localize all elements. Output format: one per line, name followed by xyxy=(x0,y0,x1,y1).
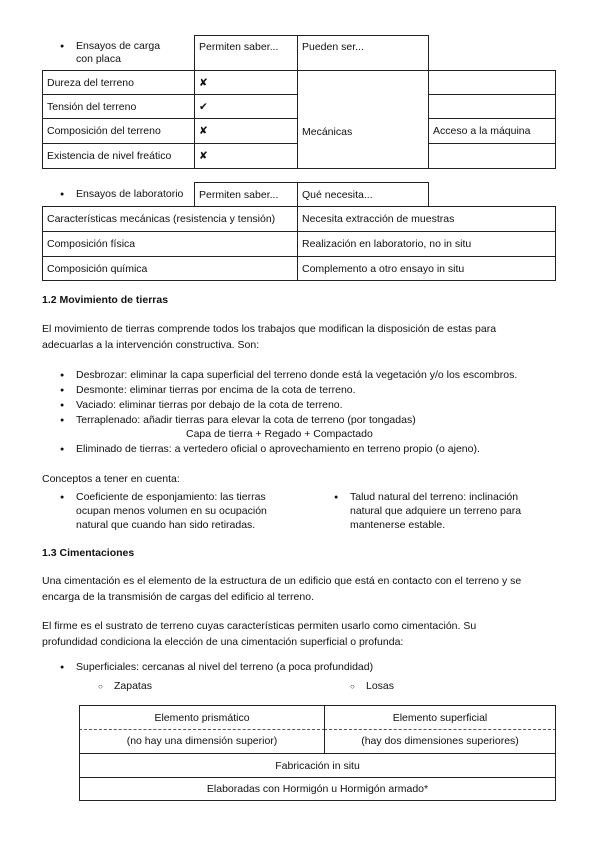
list-item: ● Desmonte: eliminar tierras por encima de la cota de terreno. xyxy=(76,383,356,398)
paragraph-line: encarga de la transmisión de cargas del edificio al terreno. xyxy=(42,591,314,603)
t2-header-necesita: Qué necesita... xyxy=(297,182,429,207)
t2-cell: Necesita extracción de muestras xyxy=(297,206,556,232)
list-item: ● Terraplenado: añadir tierras para elevar la cota de terreno (por tongadas) xyxy=(76,413,416,428)
t1-col4-cell xyxy=(428,70,556,95)
list-item: ● Eliminado de tierras: a vertedero oficial o aprovechamiento en terreno propio (o ajeno). xyxy=(76,442,480,457)
concept-right-line: natural que adquiere un terreno para xyxy=(350,505,522,517)
paragraph-line: adecuarlas a la intervención constructiva. Son: xyxy=(42,339,260,351)
formula-line: Capa de tierra + Regado + Compactado xyxy=(186,428,373,440)
t2-cell: Características mecánicas (resistencia y tensión) xyxy=(42,206,298,232)
t1-row-label: Existencia de nivel freático xyxy=(42,143,195,169)
t1-col4-cell xyxy=(428,94,556,119)
list-item: ● Superficiales: cercanas al nivel del terreno (a poca profundidad) xyxy=(76,660,373,675)
list-item: ● Vaciado: eliminar tierras por debajo de la cota de terreno. xyxy=(76,398,343,413)
sub-item-losas: ○ Losas xyxy=(366,679,394,694)
concept-left-line: ● Coeficiente de esponjamiento: las tierras xyxy=(76,490,266,505)
t3-cell-wide: Elaboradas con Hormigón u Hormigón armado* xyxy=(79,777,556,801)
section-heading: 1.2 Movimiento de tierras xyxy=(42,294,169,306)
paragraph-line: El firme es el sustrato de terreno cuyas características permiten usarlo como cimentación. Su xyxy=(42,620,477,632)
concept-right-line: mantenerse estable. xyxy=(350,519,446,531)
t1-row-label: Dureza del terreno xyxy=(42,70,195,95)
table1-bullet: ● Ensayos de carga con placa xyxy=(76,40,176,66)
t1-mark: ✘ xyxy=(194,118,298,144)
t1-mark: ✘ xyxy=(194,70,298,95)
paragraph-line: profundidad condiciona la elección de una cimentación superficial o profunda: xyxy=(42,636,404,648)
t2-cell: Realización en laboratorio, no in situ xyxy=(297,231,556,257)
t1-access: Acceso a la máquina xyxy=(428,118,556,144)
t1-header-pueden: Pueden ser... xyxy=(297,35,429,71)
t2-cell: Complemento a otro ensayo in situ xyxy=(297,256,556,281)
table2-bullet: ● Ensayos de laboratorio xyxy=(76,187,183,202)
paragraph-line: Una cimentación es el elemento de la estructura de un edificio que está en contacto con el terreno y se xyxy=(42,575,522,587)
concept-left-line: ocupan menos volumen en su ocupación xyxy=(76,505,267,517)
t1-merged-mecanicas: Mecánicas xyxy=(297,70,429,169)
t2-cell: Composición química xyxy=(42,256,298,281)
t1-mark: ✘ xyxy=(194,143,298,169)
t2-header-permiten: Permiten saber... xyxy=(194,182,298,207)
concept-right-line: ● Talud natural del terreno: inclinación xyxy=(350,490,518,505)
t1-header-permiten: Permiten saber... xyxy=(194,35,298,71)
paragraph-line: El movimiento de tierras comprende todos los trabajos que modifican la disposición de estas para xyxy=(42,323,497,335)
section-heading: 1.3 Cimentaciones xyxy=(42,547,135,559)
t1-mark: ✔ xyxy=(194,94,298,119)
concept-left-line: natural que cuando han sido retiradas. xyxy=(76,519,256,531)
list-item: ● Desbrozar: eliminar la capa superficial del terreno donde está la vegetación y/o los escombros. xyxy=(76,368,517,383)
t3-cell: Elemento prismático xyxy=(79,705,325,730)
t3-cell: (hay dos dimensiones superiores) xyxy=(324,729,556,754)
t1-row-label: Tensión del terreno xyxy=(42,94,195,119)
t1-row-label: Composición del terreno xyxy=(42,118,195,144)
concepts-title: Conceptos a tener en cuenta: xyxy=(42,473,180,485)
t3-cell: Elemento superficial xyxy=(324,705,556,730)
t3-cell-wide: Fabricación in situ xyxy=(79,753,556,778)
sub-item-zapatas: ○ Zapatas xyxy=(114,679,152,694)
t3-cell: (no hay una dimensión superior) xyxy=(79,729,325,754)
t2-cell: Composición física xyxy=(42,231,298,257)
t1-col4-cell xyxy=(428,143,556,169)
